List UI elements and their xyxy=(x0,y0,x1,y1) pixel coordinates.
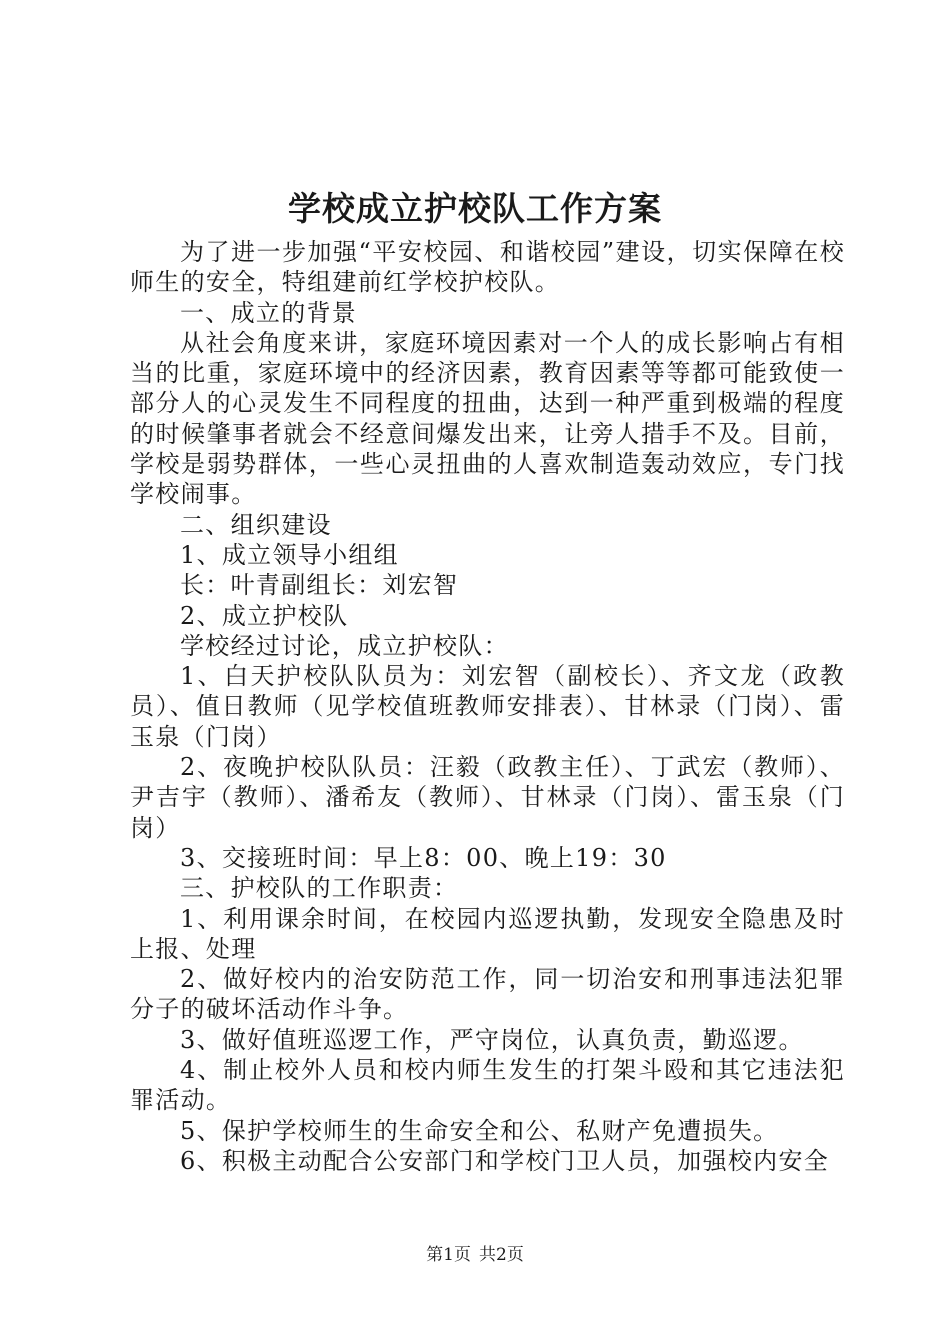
paragraph-intro: 为了进一步加强“平安校园、和谐校园”建设，切实保障在校师生的安全，特组建前红学校护校队。 xyxy=(130,238,845,297)
document-title: 学校成立护校队工作方案 xyxy=(288,189,662,228)
section-heading-background: 一、成立的背景 xyxy=(180,298,358,327)
paragraph-duty-1: 1、利用课余时间，在校园内巡逻执勤，发现安全隐患及时上报、处理 xyxy=(130,904,845,963)
paragraph-duty-4: 4、制止校外人员和校内师生发生的打架斗殴和其它违法犯罪活动。 xyxy=(130,1056,845,1115)
paragraph-night-team: 2、夜晚护校队队员：汪毅（政教主任）、丁武宏（教师）、尹吉宇（教师）、潘希友（教师）、甘林录（门岗）、雷玉泉（门岗） xyxy=(130,753,845,842)
paragraph-background: 从社会角度来讲，家庭环境因素对一个人的成长影响占有相当的比重，家庭环境中的经济因素，教育因素等等都可能致使一部分人的心灵发生不同程度的扭曲，达到一种严重到极端的程度的时候肇事者就会不经意间爆发出来，让旁人措手不及。目前，学校是弱势群体，一些心灵扭曲的人喜欢制造轰动效应，专门找学校闹事。 xyxy=(130,328,845,509)
page-footer xyxy=(0,1243,950,1267)
section-heading-organization: 二、组织建设 xyxy=(180,510,332,539)
paragraph-leadership-group: 1、成立领导小组组 xyxy=(180,540,399,569)
page-number: 第1页 xyxy=(426,1245,471,1265)
section-heading-duties: 三、护校队的工作职责： xyxy=(180,874,459,903)
paragraph-duty-3: 3、做好值班巡逻工作，严守岗位，认真负责，勤巡逻。 xyxy=(180,1025,804,1054)
document-body xyxy=(130,237,845,1176)
paragraph-leaders: 长：叶青副组长：刘宏智 xyxy=(180,571,459,600)
paragraph-duty-6: 6、积极主动配合公安部门和学校门卫人员，加强校内安全 xyxy=(180,1146,830,1175)
paragraph-shift-time: 3、交接班时间：早上8：00、晚上19：30 xyxy=(180,843,667,872)
paragraph-day-team: 1、白天护校队队员为：刘宏智（副校长）、齐文龙（政教员）、值日教师（见学校值班教师安排表）、甘林录（门岗）、雷玉泉（门岗） xyxy=(130,662,845,751)
paragraph-discussion: 学校经过讨论，成立护校队： xyxy=(180,631,509,660)
paragraph-duty-5: 5、保护学校师生的生命安全和公、私财产免遭损失。 xyxy=(180,1116,779,1145)
page-total: 共2页 xyxy=(479,1245,524,1265)
paragraph-duty-2: 2、做好校内的治安防范工作，同一切治安和刑事违法犯罪分子的破坏活动作斗争。 xyxy=(130,965,845,1024)
paragraph-form-team: 2、成立护校队 xyxy=(180,601,349,630)
